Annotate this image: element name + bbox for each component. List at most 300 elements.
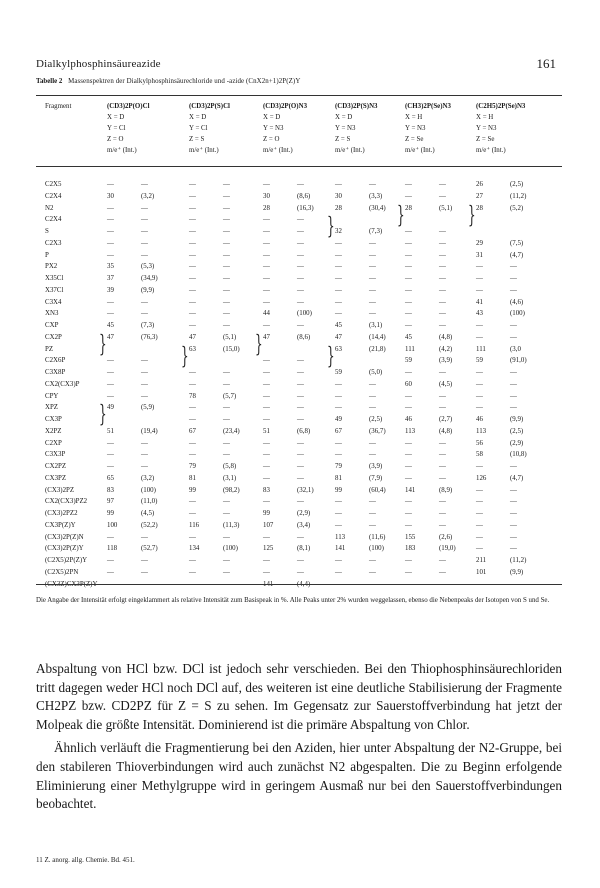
- table-row: [0, 556, 600, 566]
- table-row: [0, 427, 600, 437]
- compound-unit: m/e⁺ (Int.): [405, 147, 435, 154]
- intensity-cell: —: [223, 369, 230, 376]
- mass-cell: —: [405, 263, 412, 271]
- intensity-cell: —: [439, 463, 446, 470]
- mass-cell: —: [405, 228, 412, 235]
- mass-cell: —: [189, 322, 196, 329]
- intensity-cell: —: [297, 286, 304, 294]
- mass-cell: 56: [476, 439, 483, 447]
- compound-param: Y = N3: [335, 125, 356, 132]
- intensity-cell: (21,8): [369, 345, 386, 353]
- intensity-cell: —: [141, 298, 148, 306]
- mass-cell: 28: [405, 204, 412, 212]
- fragment-cell: PZ: [45, 345, 54, 353]
- mass-cell: —: [335, 498, 342, 506]
- intensity-cell: —: [141, 181, 148, 188]
- intensity-cell: —: [439, 439, 446, 447]
- intensity-cell: (16,3): [297, 204, 314, 212]
- table-row: [0, 486, 600, 496]
- table-row: [0, 356, 600, 366]
- intensity-cell: —: [510, 380, 517, 388]
- intensity-cell: —: [439, 228, 446, 235]
- table-bottom-rule: [36, 584, 562, 585]
- intensity-cell: —: [439, 498, 446, 506]
- compound-param: X = H: [476, 114, 494, 121]
- intensity-cell: (3,9): [369, 463, 383, 470]
- mass-cell: 49: [107, 404, 114, 412]
- mass-cell: 59: [405, 357, 412, 365]
- intensity-cell: (5,9): [141, 404, 155, 412]
- compound-param: X = D: [263, 114, 281, 121]
- mass-cell: —: [107, 228, 114, 235]
- mass-cell: —: [476, 486, 483, 494]
- intensity-cell: —: [141, 463, 148, 470]
- table-row: [0, 544, 600, 554]
- mass-cell: 59: [476, 357, 483, 365]
- mass-cell: —: [263, 369, 270, 376]
- mass-cell: —: [189, 369, 196, 376]
- intensity-cell: —: [439, 451, 446, 459]
- mass-cell: —: [263, 451, 270, 459]
- fragment-cell: C2XP: [45, 439, 62, 447]
- intensity-cell: —: [369, 263, 376, 271]
- fragment-cell: (C2X5)2P(Z)Y: [45, 557, 88, 564]
- intensity-cell: —: [369, 239, 376, 247]
- compound-param: X = H: [405, 114, 423, 121]
- compound-unit: m/e⁺ (Int.): [263, 147, 293, 154]
- fragment-cell: N2: [45, 204, 54, 212]
- table-row: [0, 380, 600, 390]
- table-row: [0, 239, 600, 249]
- intensity-cell: (60,4): [369, 486, 386, 494]
- mass-cell: —: [189, 557, 196, 564]
- mass-cell: —: [107, 251, 114, 259]
- compound-name: (CD3)2P(S)N3: [335, 103, 378, 110]
- running-title: Dialkylphosphinsäureazide: [36, 58, 161, 70]
- intensity-cell: (19,4): [141, 427, 158, 435]
- mass-cell: —: [107, 439, 114, 447]
- intensity-cell: —: [439, 322, 446, 329]
- mass-cell: —: [405, 392, 412, 400]
- table-row: [0, 521, 600, 531]
- intensity-cell: —: [510, 369, 517, 376]
- mass-cell: 51: [263, 427, 270, 435]
- mass-cell: —: [335, 298, 342, 306]
- mass-cell: —: [189, 568, 196, 576]
- mass-cell: —: [405, 521, 412, 529]
- mass-cell: —: [335, 557, 342, 564]
- intensity-cell: (2,7): [439, 416, 453, 423]
- mass-cell: 111: [405, 345, 415, 353]
- intensity-cell: —: [369, 251, 376, 259]
- intensity-cell: (11,2): [510, 557, 527, 564]
- intensity-cell: —: [223, 380, 230, 388]
- mass-cell: —: [189, 275, 196, 282]
- intensity-cell: (5,7): [223, 392, 237, 400]
- intensity-cell: (2,6): [439, 533, 453, 541]
- compound-param: Z = O: [107, 136, 124, 143]
- fragment-cell: (CX3)2PZ2: [45, 510, 78, 517]
- intensity-cell: (8,9): [439, 486, 453, 494]
- fragment-cell: XPZ: [45, 404, 59, 412]
- grouping-brace: }: [99, 400, 107, 428]
- intensity-cell: —: [439, 192, 446, 200]
- compound-name: (CD3)2P(O)Cl: [107, 103, 150, 110]
- intensity-cell: —: [223, 239, 230, 247]
- mass-cell: —: [263, 463, 270, 470]
- mass-cell: 47: [189, 333, 196, 341]
- intensity-cell: (100): [369, 545, 384, 553]
- table-row: [0, 251, 600, 261]
- intensity-cell: (2,9): [510, 439, 524, 447]
- mass-cell: 99: [263, 510, 270, 517]
- compound-name: (C2H5)2P(Se)N3: [476, 103, 526, 110]
- body-text: [36, 660, 562, 814]
- grouping-brace: }: [327, 341, 335, 369]
- mass-cell: 67: [189, 427, 196, 435]
- mass-cell: —: [405, 451, 412, 459]
- intensity-cell: (2,9): [297, 510, 311, 517]
- intensity-cell: —: [223, 192, 230, 200]
- mass-cell: 100: [107, 521, 118, 529]
- intensity-cell: (100): [510, 310, 525, 318]
- mass-cell: —: [107, 533, 114, 541]
- mass-cell: —: [189, 380, 196, 388]
- table-row: [0, 474, 600, 484]
- intensity-cell: (3,3): [369, 192, 383, 200]
- intensity-cell: —: [141, 357, 148, 365]
- mass-cell: —: [189, 510, 196, 517]
- compound-name: (CD3)2P(S)Cl: [189, 103, 230, 110]
- intensity-cell: (5,8): [223, 463, 237, 470]
- mass-cell: —: [189, 286, 196, 294]
- fragment-cell: X37Cl: [45, 286, 64, 294]
- table-row: [0, 262, 600, 272]
- paragraph-2: Ähnlich verläuft die Fragmentierung bei den Aziden, hier unter Abspaltung der N2-Gruppe, bei den stabileren Thioverbindungen wird auch zunächst N2 abgespalten. Die zu Beginn erfolgende Eliminierung einer Methylgruppe wird in geringem Ausmaß nur bei den Sauerstoffverbindungen beobachtet.: [36, 740, 562, 812]
- table-row: [0, 368, 600, 378]
- intensity-cell: (2,5): [369, 416, 383, 423]
- mass-cell: —: [263, 181, 270, 188]
- intensity-cell: —: [141, 369, 148, 376]
- table-row: [0, 192, 600, 202]
- intensity-cell: (11,0): [141, 498, 158, 506]
- intensity-cell: —: [297, 369, 304, 376]
- table-row: [0, 403, 600, 413]
- fragment-cell: (C2X5)2PN: [45, 568, 79, 576]
- fragment-cell: CX2P: [45, 333, 62, 341]
- table-caption: [36, 78, 566, 85]
- intensity-cell: —: [369, 498, 376, 506]
- compound-name: (CD3)2P(O)N3: [263, 103, 308, 110]
- mass-cell: 113: [476, 427, 487, 435]
- mass-cell: —: [189, 310, 196, 318]
- intensity-cell: —: [297, 239, 304, 247]
- intensity-cell: (36,7): [369, 427, 386, 435]
- mass-cell: —: [189, 216, 196, 224]
- intensity-cell: —: [297, 498, 304, 506]
- intensity-cell: —: [439, 580, 446, 588]
- mass-cell: —: [107, 181, 114, 188]
- intensity-cell: (6,8): [297, 427, 311, 435]
- compound-header-2: [189, 101, 230, 156]
- mass-cell: 58: [476, 451, 483, 459]
- mass-cell: —: [405, 298, 412, 306]
- intensity-cell: —: [141, 533, 148, 541]
- intensity-cell: —: [439, 521, 446, 529]
- intensity-cell: —: [369, 510, 376, 517]
- intensity-cell: (5,3): [141, 263, 155, 271]
- mass-cell: —: [189, 181, 196, 188]
- intensity-cell: (7,3): [141, 322, 155, 329]
- intensity-cell: (11,6): [369, 533, 386, 541]
- table-row: [0, 227, 600, 237]
- mass-cell: —: [335, 439, 342, 447]
- compound-param: Z = Se: [405, 136, 424, 143]
- intensity-cell: (15,0): [223, 345, 240, 353]
- mass-cell: —: [335, 451, 342, 459]
- intensity-cell: —: [297, 404, 304, 412]
- grouping-brace: }: [397, 200, 405, 228]
- table-row: [0, 215, 600, 225]
- mass-cell: —: [263, 380, 270, 388]
- intensity-cell: —: [439, 510, 446, 517]
- intensity-cell: —: [369, 439, 376, 447]
- mass-cell: 141: [263, 580, 274, 588]
- page-number: 161: [536, 56, 556, 71]
- intensity-cell: —: [369, 557, 376, 564]
- intensity-cell: —: [369, 298, 376, 306]
- mass-cell: —: [263, 275, 270, 282]
- intensity-cell: —: [141, 251, 148, 259]
- mass-cell: 125: [263, 545, 274, 553]
- mass-cell: —: [476, 263, 483, 271]
- intensity-cell: —: [369, 181, 376, 188]
- mass-cell: —: [405, 310, 412, 318]
- compound-param: Y = Cl: [107, 125, 126, 132]
- intensity-cell: —: [439, 557, 446, 564]
- mass-cell: —: [107, 310, 114, 318]
- mass-cell: 60: [405, 380, 412, 388]
- intensity-cell: —: [297, 533, 304, 541]
- compound-param: Y = N3: [405, 125, 426, 132]
- intensity-cell: —: [510, 510, 517, 517]
- intensity-cell: —: [141, 380, 148, 388]
- table-top-rule: [36, 95, 562, 96]
- mass-cell: 59: [335, 369, 342, 376]
- mass-cell: 29: [476, 239, 483, 247]
- mass-cell: —: [107, 463, 114, 470]
- intensity-cell: —: [439, 275, 446, 282]
- intensity-cell: —: [297, 275, 304, 282]
- intensity-cell: —: [223, 557, 230, 564]
- compound-param: Y = N3: [476, 125, 497, 132]
- intensity-cell: —: [223, 322, 230, 329]
- intensity-cell: (91,0): [510, 357, 527, 365]
- intensity-cell: —: [439, 310, 446, 318]
- mass-cell: —: [107, 369, 114, 376]
- intensity-cell: —: [297, 392, 304, 400]
- intensity-cell: (4,8): [439, 427, 453, 435]
- mass-cell: —: [335, 286, 342, 294]
- mass-cell: —: [405, 498, 412, 506]
- table-row: [0, 392, 600, 402]
- mass-cell: —: [405, 181, 412, 188]
- mass-cell: 79: [189, 463, 196, 470]
- intensity-cell: —: [223, 451, 230, 459]
- mass-cell: —: [476, 521, 483, 529]
- grouping-brace: }: [255, 329, 263, 358]
- mass-cell: 83: [263, 486, 270, 494]
- mass-cell: 111: [476, 345, 486, 353]
- mass-cell: —: [263, 404, 270, 412]
- mass-cell: —: [189, 192, 196, 200]
- table-row: [0, 345, 600, 355]
- intensity-cell: —: [510, 498, 517, 506]
- mass-cell: —: [405, 463, 412, 470]
- mass-cell: 41: [476, 298, 483, 306]
- intensity-cell: —: [297, 251, 304, 259]
- intensity-cell: —: [223, 580, 230, 588]
- mass-cell: 46: [405, 416, 412, 423]
- intensity-cell: (3,2): [141, 474, 155, 482]
- fragment-cell: (CX3)2PZ: [45, 486, 75, 494]
- mass-cell: 118: [107, 545, 118, 553]
- intensity-cell: —: [439, 239, 446, 247]
- mass-cell: 43: [476, 310, 483, 318]
- table-label: Tabelle 2: [36, 78, 63, 85]
- intensity-cell: —: [223, 181, 230, 188]
- mass-cell: —: [335, 181, 342, 188]
- mass-cell: —: [405, 192, 412, 200]
- intensity-cell: (7,9): [369, 474, 383, 482]
- mass-cell: —: [107, 298, 114, 306]
- intensity-cell: —: [439, 181, 446, 188]
- mass-cell: 49: [335, 416, 342, 423]
- compound-param: Y = Cl: [189, 125, 208, 132]
- mass-cell: 63: [335, 345, 342, 353]
- mass-cell: —: [107, 451, 114, 459]
- intensity-cell: —: [369, 451, 376, 459]
- intensity-cell: —: [141, 451, 148, 459]
- intensity-cell: —: [297, 463, 304, 470]
- intensity-cell: —: [510, 580, 517, 588]
- intensity-cell: (4,8): [439, 333, 453, 341]
- intensity-cell: (76,3): [141, 333, 158, 341]
- intensity-cell: —: [439, 392, 446, 400]
- intensity-cell: —: [223, 439, 230, 447]
- fragment-cell: C2X4: [45, 216, 62, 224]
- fragment-cell: X2PZ: [45, 427, 62, 435]
- intensity-cell: —: [141, 568, 148, 576]
- mass-cell: —: [335, 275, 342, 282]
- fragment-cell: (CX3Z)CX3P(Z)Y: [45, 580, 98, 588]
- intensity-cell: —: [510, 521, 517, 529]
- mass-cell: 47: [107, 333, 114, 341]
- mass-cell: —: [263, 416, 270, 423]
- intensity-cell: —: [510, 263, 517, 271]
- mass-cell: 44: [263, 310, 270, 318]
- fragment-cell: CXP: [45, 322, 59, 329]
- intensity-cell: (19,0): [439, 545, 456, 553]
- mass-cell: 30: [107, 192, 114, 200]
- table-row: [0, 180, 600, 190]
- mass-cell: —: [263, 239, 270, 247]
- intensity-cell: —: [223, 228, 230, 235]
- mass-cell: 28: [335, 204, 342, 212]
- table-row: [0, 298, 600, 308]
- fragment-cell: (CX3)2P(Z)Y: [45, 545, 84, 553]
- fragment-cell: CX2(CX3)PZ2: [45, 498, 88, 506]
- mass-cell: —: [263, 557, 270, 564]
- intensity-cell: —: [510, 322, 517, 329]
- intensity-cell: —: [223, 286, 230, 294]
- mass-cell: —: [476, 533, 483, 541]
- compound-unit: m/e⁺ (Int.): [335, 147, 365, 154]
- intensity-cell: (3,2): [141, 192, 155, 200]
- intensity-cell: —: [297, 416, 304, 423]
- mass-cell: —: [189, 498, 196, 506]
- compound-param: Z = Se: [476, 136, 495, 143]
- intensity-cell: (11,3): [223, 521, 240, 529]
- mass-cell: —: [476, 275, 483, 282]
- compound-header-4: [335, 101, 377, 156]
- mass-cell: 67: [335, 427, 342, 435]
- intensity-cell: —: [223, 416, 230, 423]
- intensity-cell: —: [369, 580, 376, 588]
- mass-cell: —: [476, 404, 483, 412]
- intensity-cell: —: [223, 298, 230, 306]
- intensity-cell: —: [141, 439, 148, 447]
- mass-cell: —: [476, 369, 483, 376]
- intensity-cell: —: [297, 181, 304, 188]
- intensity-cell: —: [369, 380, 376, 388]
- intensity-cell: (3,9): [439, 357, 453, 365]
- intensity-cell: (2,5): [510, 181, 524, 188]
- mass-cell: 78: [189, 392, 196, 400]
- intensity-cell: —: [510, 286, 517, 294]
- mass-cell: —: [189, 251, 196, 259]
- mass-cell: 107: [263, 521, 274, 529]
- mass-cell: —: [263, 533, 270, 541]
- fragment-cell: XN3: [45, 310, 59, 318]
- intensity-cell: —: [510, 545, 517, 553]
- intensity-cell: —: [297, 439, 304, 447]
- mass-cell: —: [476, 580, 483, 588]
- grouping-brace: }: [468, 200, 476, 228]
- compound-param: Z = O: [263, 136, 280, 143]
- mass-cell: 51: [107, 427, 114, 435]
- mass-cell: 99: [335, 486, 342, 494]
- intensity-cell: —: [141, 204, 148, 212]
- intensity-cell: —: [369, 392, 376, 400]
- mass-cell: —: [189, 404, 196, 412]
- grouping-brace: }: [181, 341, 189, 369]
- intensity-cell: (8,6): [297, 192, 311, 200]
- intensity-cell: (34,9): [141, 275, 158, 282]
- mass-cell: 81: [189, 474, 196, 482]
- mass-cell: —: [107, 380, 114, 388]
- table-title: Massenspektren der Dialkylphosphinsäurechloride und -azide (CnX2n+1)2P(Z)Y: [68, 78, 301, 85]
- intensity-cell: —: [223, 275, 230, 282]
- fragment-cell: C2X3: [45, 239, 62, 247]
- intensity-cell: (100): [141, 486, 156, 494]
- table-row: [0, 415, 600, 425]
- intensity-cell: (5,1): [223, 333, 237, 341]
- mass-cell: 37: [107, 275, 114, 282]
- intensity-cell: —: [223, 498, 230, 506]
- mass-cell: —: [476, 510, 483, 517]
- mass-cell: —: [476, 322, 483, 329]
